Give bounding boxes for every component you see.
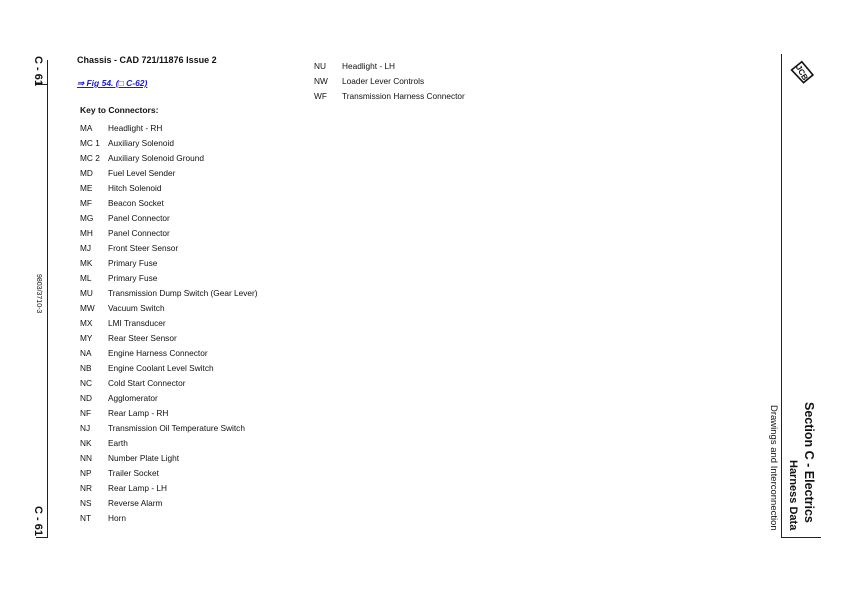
connector-desc: Transmission Dump Switch (Gear Lever) — [108, 287, 258, 298]
page-number-bottom: C - 61 — [32, 506, 44, 536]
connector-desc: Auxiliary Solenoid Ground — [108, 152, 204, 163]
connector-row — [80, 405, 258, 420]
connector-code: MD — [80, 167, 93, 178]
connector-desc: Beacon Socket — [108, 197, 164, 208]
connector-row — [80, 135, 258, 150]
right-margin-tick — [781, 537, 821, 538]
connector-row — [80, 360, 258, 375]
subsection-title: Harness Data — [787, 460, 799, 531]
connector-row — [80, 315, 258, 330]
connector-code: NU — [314, 60, 326, 71]
connector-row — [80, 330, 258, 345]
connector-code: NB — [80, 362, 92, 373]
connector-row — [80, 510, 258, 525]
connector-desc: Rear Steer Sensor — [108, 332, 177, 343]
connector-code: MY — [80, 332, 93, 343]
connector-code: MU — [80, 287, 93, 298]
connector-desc: Fuel Level Sender — [108, 167, 176, 178]
connector-desc: Rear Lamp - RH — [108, 407, 169, 418]
connector-row — [80, 210, 258, 225]
connector-row — [80, 255, 258, 270]
connector-code: MA — [80, 122, 93, 133]
connector-row — [80, 480, 258, 495]
connector-desc: Trailer Socket — [108, 467, 159, 478]
connector-row — [314, 73, 465, 88]
connector-desc: Reverse Alarm — [108, 497, 163, 508]
connector-desc: Earth — [108, 437, 128, 448]
connector-desc: Primary Fuse — [108, 257, 158, 268]
connector-code: NT — [80, 512, 92, 523]
connector-desc: Transmission Harness Connector — [342, 90, 465, 101]
right-margin-rule — [781, 54, 782, 538]
connector-row — [80, 165, 258, 180]
connector-desc: Headlight - LH — [342, 60, 396, 71]
connector-row — [80, 435, 258, 450]
connector-code: MC 1 — [80, 137, 100, 148]
connector-desc: Engine Harness Connector — [108, 347, 208, 358]
connector-row — [314, 88, 465, 103]
figure-link[interactable]: ⇒ Fig 54. (□ C-62) — [77, 78, 148, 88]
connector-code: ND — [80, 392, 92, 403]
connector-code: WF — [314, 90, 327, 101]
connector-desc: Auxiliary Solenoid — [108, 137, 174, 148]
connector-row — [80, 120, 258, 135]
page-title: Chassis - CAD 721/11876 Issue 2 — [77, 55, 217, 65]
connector-row — [80, 300, 258, 315]
connector-desc: Headlight - RH — [108, 122, 163, 133]
connector-code: MW — [80, 302, 95, 313]
connector-row — [80, 225, 258, 240]
section-title: Section C - Electrics — [802, 402, 816, 523]
connector-code: NA — [80, 347, 92, 358]
connector-code: MK — [80, 257, 93, 268]
connector-row — [80, 345, 258, 360]
connector-desc: Number Plate Light — [108, 452, 180, 463]
connector-code: NS — [80, 497, 92, 508]
connector-row — [80, 420, 258, 435]
connector-desc: Vacuum Switch — [108, 302, 165, 313]
connector-row — [80, 195, 258, 210]
connector-desc: Front Steer Sensor — [108, 242, 179, 253]
connector-desc: Panel Connector — [108, 212, 170, 223]
connector-code: NN — [80, 452, 92, 463]
connector-code: MC 2 — [80, 152, 100, 163]
connector-code: MG — [80, 212, 94, 223]
connector-code: NF — [80, 407, 92, 418]
connector-row — [80, 375, 258, 390]
connector-row — [80, 390, 258, 405]
connector-desc: Primary Fuse — [108, 272, 158, 283]
logo-text: JCB — [793, 63, 810, 82]
connector-row — [80, 285, 258, 300]
connector-row — [80, 180, 258, 195]
connector-desc: Rear Lamp - LH — [108, 482, 168, 493]
connector-row — [80, 270, 258, 285]
connector-desc: Hitch Solenoid — [108, 182, 162, 193]
left-margin-tick-bottom — [36, 537, 48, 538]
connector-code: NJ — [80, 422, 91, 433]
left-margin-rule — [47, 60, 48, 538]
page-number-top: C - 61 — [32, 56, 44, 86]
topic-title: Drawings and Interconnection — [768, 405, 779, 531]
connector-row — [80, 240, 258, 255]
connector-desc: Engine Coolant Level Switch — [108, 362, 214, 373]
connector-row — [80, 450, 258, 465]
connector-desc: Loader Lever Controls — [342, 75, 425, 86]
connector-code: NC — [80, 377, 92, 388]
connector-code: NR — [80, 482, 92, 493]
jcb-logo — [790, 60, 814, 84]
connector-desc: Panel Connector — [108, 227, 170, 238]
connector-row — [80, 465, 258, 480]
connector-list-col2 — [314, 58, 465, 103]
connector-row — [80, 150, 258, 165]
connector-desc: Cold Start Connector — [108, 377, 186, 388]
connector-code: MX — [80, 317, 93, 328]
connector-desc: Horn — [108, 512, 126, 523]
connector-code: NW — [314, 75, 328, 86]
doc-number: 9803/3710-3 — [35, 274, 42, 314]
connector-code: MH — [80, 227, 93, 238]
connector-desc: LMI Transducer — [108, 317, 166, 328]
connector-code: MJ — [80, 242, 92, 253]
connector-desc: Agglomerator — [108, 392, 158, 403]
connector-code: NP — [80, 467, 92, 478]
connector-row — [80, 495, 258, 510]
key-heading: Key to Connectors: — [80, 105, 159, 115]
connector-code: ML — [80, 272, 92, 283]
connector-desc: Transmission Oil Temperature Switch — [108, 422, 245, 433]
connector-code: NK — [80, 437, 92, 448]
connector-row — [314, 58, 465, 73]
connector-code: ME — [80, 182, 93, 193]
connector-list-col1 — [80, 120, 258, 525]
connector-code: MF — [80, 197, 92, 208]
